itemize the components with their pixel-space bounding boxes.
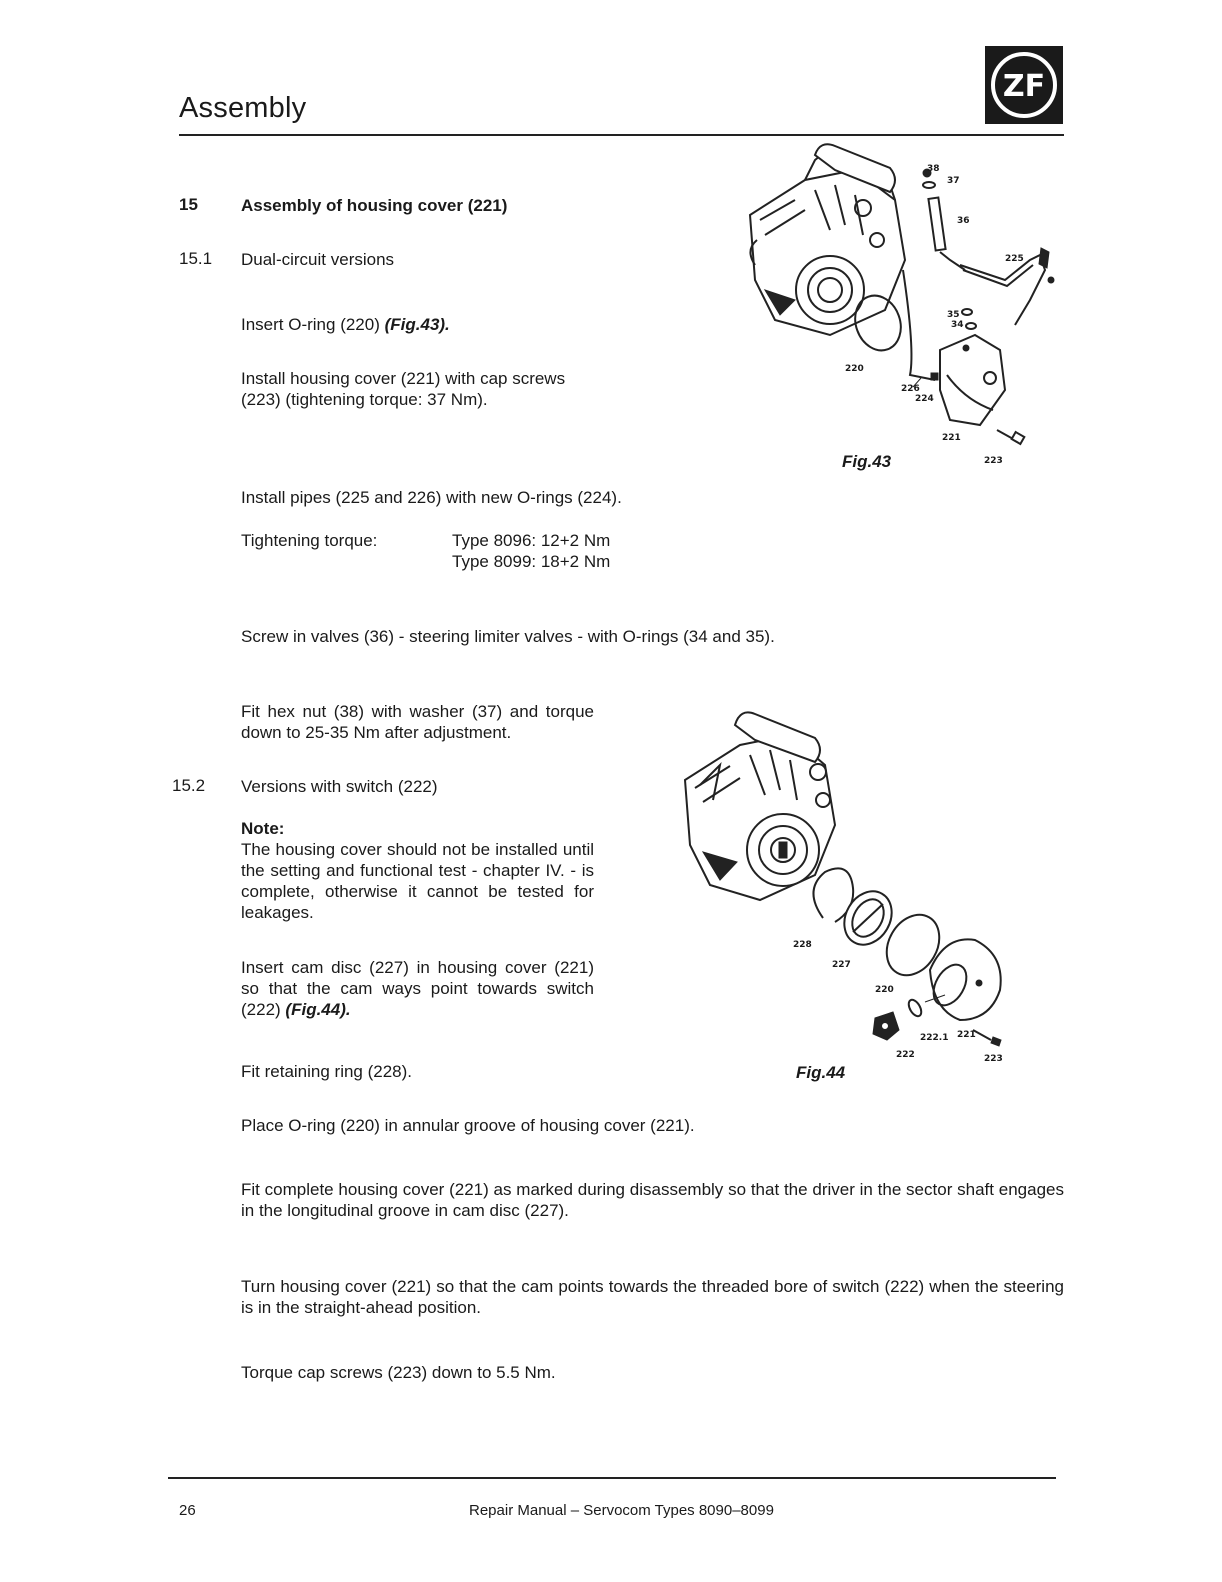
figure-reference: (Fig.43). bbox=[384, 315, 450, 334]
page-title: Assembly bbox=[179, 92, 307, 124]
step-text: Insert O-ring (220) bbox=[241, 315, 385, 334]
zf-logo bbox=[985, 46, 1063, 124]
part-label-222-1: 222.1 bbox=[920, 1033, 949, 1043]
part-label-37: 37 bbox=[947, 176, 960, 186]
torque-values bbox=[452, 530, 610, 572]
step-install-cover bbox=[241, 368, 565, 410]
part-label-38: 38 bbox=[927, 164, 940, 174]
footer-rule bbox=[168, 1477, 1056, 1479]
figure-44-drawing bbox=[675, 700, 1015, 1070]
header-rule bbox=[179, 134, 1064, 136]
subsection-number: 15.2 bbox=[172, 776, 206, 795]
figure-44 bbox=[675, 700, 1015, 1070]
part-label-228: 228 bbox=[793, 940, 812, 950]
part-label-225: 225 bbox=[1005, 254, 1024, 264]
figure-43-drawing bbox=[735, 140, 1065, 480]
step-screw-valves: Screw in valves (36) - steering limiter valves - with O-rings (34 and 35). bbox=[241, 627, 775, 646]
part-label-34: 34 bbox=[951, 320, 964, 330]
figure-43 bbox=[735, 140, 1065, 480]
figure-44-caption: Fig.44 bbox=[796, 1063, 846, 1082]
note-text: The housing cover should not be installed until the setting and functional test - chapter IV. - is complete, otherwise it cannot be tested for leakages. bbox=[241, 840, 594, 922]
step-fit-hex-nut: Fit hex nut (38) with washer (37) and torque down to 25-35 Nm after adjustment. bbox=[241, 702, 594, 742]
step-text: Insert cam disc (227) in housing cover (221) so that the cam ways point towards switch (222) bbox=[241, 958, 594, 1019]
step-fit-cover: Fit complete housing cover (221) as marked during disassembly so that the driver in the sector shaft engages in the longitudinal groove in cam disc (227). bbox=[241, 1180, 1064, 1220]
subsection-title: Dual-circuit versions bbox=[241, 250, 395, 269]
part-label-221: 221 bbox=[942, 433, 961, 443]
step-install-pipes: Install pipes (225 and 226) with new O-rings (224). bbox=[241, 488, 622, 507]
section-number: 15 bbox=[179, 195, 198, 214]
step-retaining-ring: Fit retaining ring (228). bbox=[241, 1062, 413, 1081]
section-title: Assembly of housing cover (221) bbox=[241, 196, 508, 215]
part-label-222: 222 bbox=[896, 1050, 915, 1060]
step-line: (223) (tightening torque: 37 Nm). bbox=[241, 390, 488, 409]
footer-title: Repair Manual – Servocom Types 8090–8099 bbox=[469, 1502, 774, 1519]
part-label-226: 226 bbox=[901, 384, 920, 394]
subsection-number: 15.1 bbox=[179, 249, 213, 268]
part-label-221: 221 bbox=[957, 1030, 976, 1040]
step-place-oring: Place O-ring (220) in annular groove of housing cover (221). bbox=[241, 1116, 695, 1135]
part-label-224: 224 bbox=[915, 394, 934, 404]
part-label-227: 227 bbox=[832, 960, 851, 970]
part-label-223: 223 bbox=[984, 456, 1003, 466]
step-line: Install housing cover (221) with cap screws bbox=[241, 369, 566, 388]
subsection-title: Versions with switch (222) bbox=[241, 777, 438, 796]
part-label-35: 35 bbox=[947, 310, 960, 320]
note-label: Note: bbox=[241, 819, 285, 838]
torque-label: Tightening torque: bbox=[241, 531, 378, 550]
part-label-36: 36 bbox=[957, 216, 970, 226]
step-torque-screws: Torque cap screws (223) down to 5.5 Nm. bbox=[241, 1363, 556, 1382]
torque-row: Type 8099: 18+2 Nm bbox=[452, 552, 611, 571]
page-number: 26 bbox=[179, 1502, 196, 1519]
part-label-220: 220 bbox=[875, 985, 894, 995]
step-insert-cam-disc bbox=[241, 957, 594, 1020]
part-label-223: 223 bbox=[984, 1054, 1003, 1064]
step-insert-oring bbox=[241, 314, 450, 335]
step-turn-cover: Turn housing cover (221) so that the cam points towards the threaded bore of switch (222) when the steering is in the straight-ahead position. bbox=[241, 1277, 1064, 1317]
logo-text: ZF bbox=[1002, 69, 1046, 104]
figure-reference: (Fig.44). bbox=[285, 1000, 351, 1019]
part-label-220: 220 bbox=[845, 364, 864, 374]
figure-43-caption: Fig.43 bbox=[842, 452, 892, 471]
torque-row: Type 8096: 12+2 Nm bbox=[452, 531, 611, 550]
